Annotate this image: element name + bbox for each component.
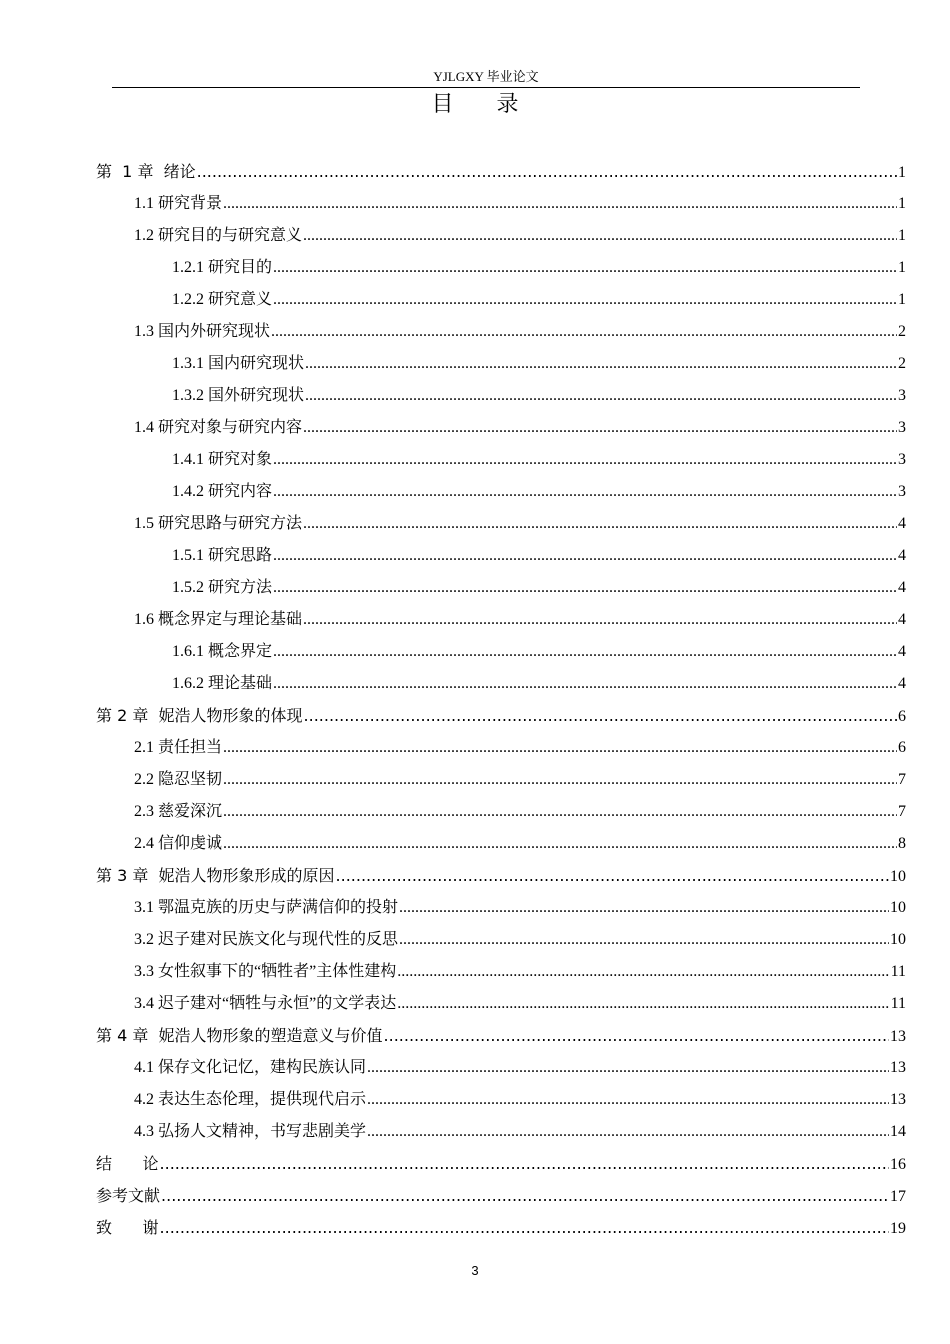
- toc-dot-leader: [399, 892, 889, 924]
- toc-entry[interactable]: [96, 892, 906, 924]
- toc-dot-leader: [303, 604, 897, 636]
- toc-entry-page: 19: [890, 1220, 906, 1237]
- toc-dot-leader: [160, 1212, 889, 1244]
- toc-entry[interactable]: [96, 412, 906, 444]
- toc-entry-title: 第 4 章 妮浩人物形象的塑造意义与价值: [96, 1026, 383, 1045]
- toc-entry-title: 3.2 迟子建对民族文化与现代性的反思: [134, 931, 399, 948]
- toc-dot-leader: [273, 668, 897, 700]
- toc-entry-page: 17: [890, 1188, 906, 1205]
- toc-entry-page: 8: [898, 835, 906, 852]
- page-header: YJLGXY 毕业论文: [112, 68, 860, 88]
- toc-entry-page: 6: [898, 708, 906, 725]
- toc-dot-leader: [273, 252, 897, 284]
- toc-dot-leader: [197, 156, 897, 188]
- toc-entry-page: 3: [898, 483, 906, 500]
- toc-dot-leader: [304, 700, 897, 732]
- page-title: 目 录: [431, 92, 537, 117]
- toc-dot-leader: [336, 860, 889, 892]
- toc-dot-leader: [384, 1020, 889, 1052]
- toc-dot-leader: [223, 796, 897, 828]
- toc-entry-page: 11: [890, 995, 906, 1012]
- toc-entry-title: 1.6.1 概念界定: [172, 643, 273, 660]
- toc-entry-title: 1.6.2 理论基础: [172, 675, 273, 692]
- toc-dot-leader: [367, 1052, 889, 1084]
- toc-entry-page: 1: [898, 259, 906, 276]
- toc-entry[interactable]: [96, 668, 906, 700]
- toc-entry-title: 参考文献: [96, 1186, 161, 1205]
- toc-entry[interactable]: [96, 732, 906, 764]
- toc-entry-title: 4.1 保存文化记忆，建构民族认同: [134, 1059, 367, 1076]
- toc-entry-title: 第 1 章 绪论: [96, 162, 196, 181]
- toc-entry-page: 2: [898, 355, 906, 372]
- toc-entry-page: 1: [898, 164, 906, 181]
- toc-entry-title: 1.1 研究背景: [134, 195, 223, 212]
- toc-entry[interactable]: [96, 572, 906, 604]
- toc-entry-page: 11: [890, 963, 906, 980]
- toc-dot-leader: [273, 540, 897, 572]
- toc-entry-title: 致 谢: [96, 1218, 159, 1237]
- toc-dot-leader: [223, 764, 897, 796]
- toc-entry-page: 10: [890, 868, 906, 885]
- toc-entry[interactable]: [96, 860, 906, 892]
- toc-entry-page: 3: [898, 387, 906, 404]
- toc-entry[interactable]: [96, 764, 906, 796]
- toc-entry-title: 4.3 弘扬人文精神，书写悲剧美学: [134, 1123, 367, 1140]
- toc-entry[interactable]: [96, 508, 906, 540]
- toc-dot-leader: [223, 732, 897, 764]
- toc-entry-title: 3.3 女性叙事下的“牺牲者”主体性建构: [134, 963, 397, 980]
- toc-entry-page: 13: [890, 1059, 906, 1076]
- toc-entry-page: 1: [898, 227, 906, 244]
- toc-entry-title: 2.1 责任担当: [134, 739, 223, 756]
- toc-entry[interactable]: [96, 540, 906, 572]
- toc-entry[interactable]: [96, 380, 906, 412]
- toc-entry[interactable]: [96, 604, 906, 636]
- toc-entry[interactable]: [96, 1180, 906, 1212]
- toc-dot-leader: [399, 924, 889, 956]
- toc-entry-title: 1.5.1 研究思路: [172, 547, 273, 564]
- toc-dot-leader: [160, 1148, 889, 1180]
- toc-entry[interactable]: [96, 316, 906, 348]
- toc-dot-leader: [271, 316, 897, 348]
- toc-dot-leader: [223, 188, 897, 220]
- toc-entry-title: 1.4.1 研究对象: [172, 451, 273, 468]
- toc-entry-page: 10: [890, 931, 906, 948]
- toc-entry[interactable]: [96, 700, 906, 732]
- toc-dot-leader: [303, 220, 897, 252]
- toc-dot-leader: [273, 572, 897, 604]
- toc-dot-leader: [273, 476, 897, 508]
- toc-entry-page: 1: [898, 291, 906, 308]
- toc-entry-page: 4: [898, 675, 906, 692]
- toc-entry[interactable]: [96, 284, 906, 316]
- toc-entry[interactable]: [96, 1116, 906, 1148]
- toc-entry[interactable]: [96, 220, 906, 252]
- toc-entry-title: 2.2 隐忍坚韧: [134, 771, 223, 788]
- toc-entry-title: 1.2 研究目的与研究意义: [134, 227, 303, 244]
- toc-entry-page: 14: [890, 1123, 906, 1140]
- toc-entry-page: 2: [898, 323, 906, 340]
- toc-entry-page: 3: [898, 419, 906, 436]
- table-of-contents: [96, 156, 906, 1244]
- toc-entry[interactable]: [96, 956, 906, 988]
- toc-entry[interactable]: [96, 252, 906, 284]
- toc-entry-title: 4.2 表达生态伦理，提供现代启示: [134, 1091, 367, 1108]
- toc-entry-title: 第 3 章 妮浩人物形象形成的原因: [96, 866, 335, 885]
- toc-entry-title: 第 2 章 妮浩人物形象的体现: [96, 706, 303, 725]
- toc-entry-page: 3: [898, 451, 906, 468]
- toc-entry-page: 7: [898, 771, 906, 788]
- toc-entry[interactable]: [96, 348, 906, 380]
- toc-entry-title: 1.2.2 研究意义: [172, 291, 273, 308]
- toc-entry-page: 4: [898, 611, 906, 628]
- toc-entry[interactable]: [96, 1148, 906, 1180]
- page-number: 3: [471, 1263, 479, 1278]
- toc-entry-page: 4: [898, 643, 906, 660]
- toc-dot-leader: [223, 828, 897, 860]
- toc-entry-title: 2.4 信仰虔诚: [134, 835, 223, 852]
- toc-entry-title: 1.4.2 研究内容: [172, 483, 273, 500]
- toc-dot-leader: [273, 636, 897, 668]
- toc-dot-leader: [303, 508, 897, 540]
- toc-dot-leader: [161, 1180, 889, 1212]
- toc-entry[interactable]: [96, 828, 906, 860]
- toc-entry-title: 3.1 鄂温克族的历史与萨满信仰的投射: [134, 899, 399, 916]
- toc-entry-page: 13: [890, 1091, 906, 1108]
- toc-entry-title: 结 论: [96, 1154, 159, 1173]
- toc-entry[interactable]: [96, 476, 906, 508]
- toc-entry-page: 4: [898, 579, 906, 596]
- toc-entry-title: 1.5 研究思路与研究方法: [134, 515, 303, 532]
- toc-entry-page: 1: [898, 195, 906, 212]
- toc-dot-leader: [397, 956, 889, 988]
- toc-entry-title: 1.4 研究对象与研究内容: [134, 419, 303, 436]
- toc-entry-page: 4: [898, 547, 906, 564]
- toc-entry[interactable]: [96, 1084, 906, 1116]
- toc-entry-page: 7: [898, 803, 906, 820]
- toc-dot-leader: [273, 284, 897, 316]
- toc-entry[interactable]: [96, 188, 906, 220]
- toc-dot-leader: [273, 444, 897, 476]
- toc-entry[interactable]: [96, 156, 906, 188]
- toc-entry[interactable]: [96, 1052, 906, 1084]
- toc-dot-leader: [305, 380, 897, 412]
- toc-entry-title: 1.3 国内外研究现状: [134, 323, 271, 340]
- toc-entry-title: 3.4 迟子建对“牺牲与永恒”的文学表达: [134, 995, 397, 1012]
- toc-entry-page: 10: [890, 899, 906, 916]
- toc-entry[interactable]: [96, 1212, 906, 1244]
- toc-entry[interactable]: [96, 444, 906, 476]
- toc-dot-leader: [367, 1116, 889, 1148]
- toc-dot-leader: [305, 348, 897, 380]
- toc-entry-title: 2.3 慈爱深沉: [134, 803, 223, 820]
- toc-entry-title: 1.3.1 国内研究现状: [172, 355, 305, 372]
- toc-entry[interactable]: [96, 924, 906, 956]
- toc-entry-page: 6: [898, 739, 906, 756]
- toc-entry-page: 13: [890, 1028, 906, 1045]
- toc-entry[interactable]: [96, 988, 906, 1020]
- toc-entry-page: 16: [890, 1156, 906, 1173]
- toc-entry-page: 4: [898, 515, 906, 532]
- toc-entry[interactable]: [96, 636, 906, 668]
- toc-entry-title: 1.3.2 国外研究现状: [172, 387, 305, 404]
- toc-entry[interactable]: [96, 796, 906, 828]
- toc-entry-title: 1.5.2 研究方法: [172, 579, 273, 596]
- toc-dot-leader: [397, 988, 889, 1020]
- toc-entry-title: 1.2.1 研究目的: [172, 259, 273, 276]
- toc-dot-leader: [303, 412, 897, 444]
- toc-entry-title: 1.6 概念界定与理论基础: [134, 611, 303, 628]
- toc-dot-leader: [367, 1084, 889, 1116]
- toc-entry[interactable]: [96, 1020, 906, 1052]
